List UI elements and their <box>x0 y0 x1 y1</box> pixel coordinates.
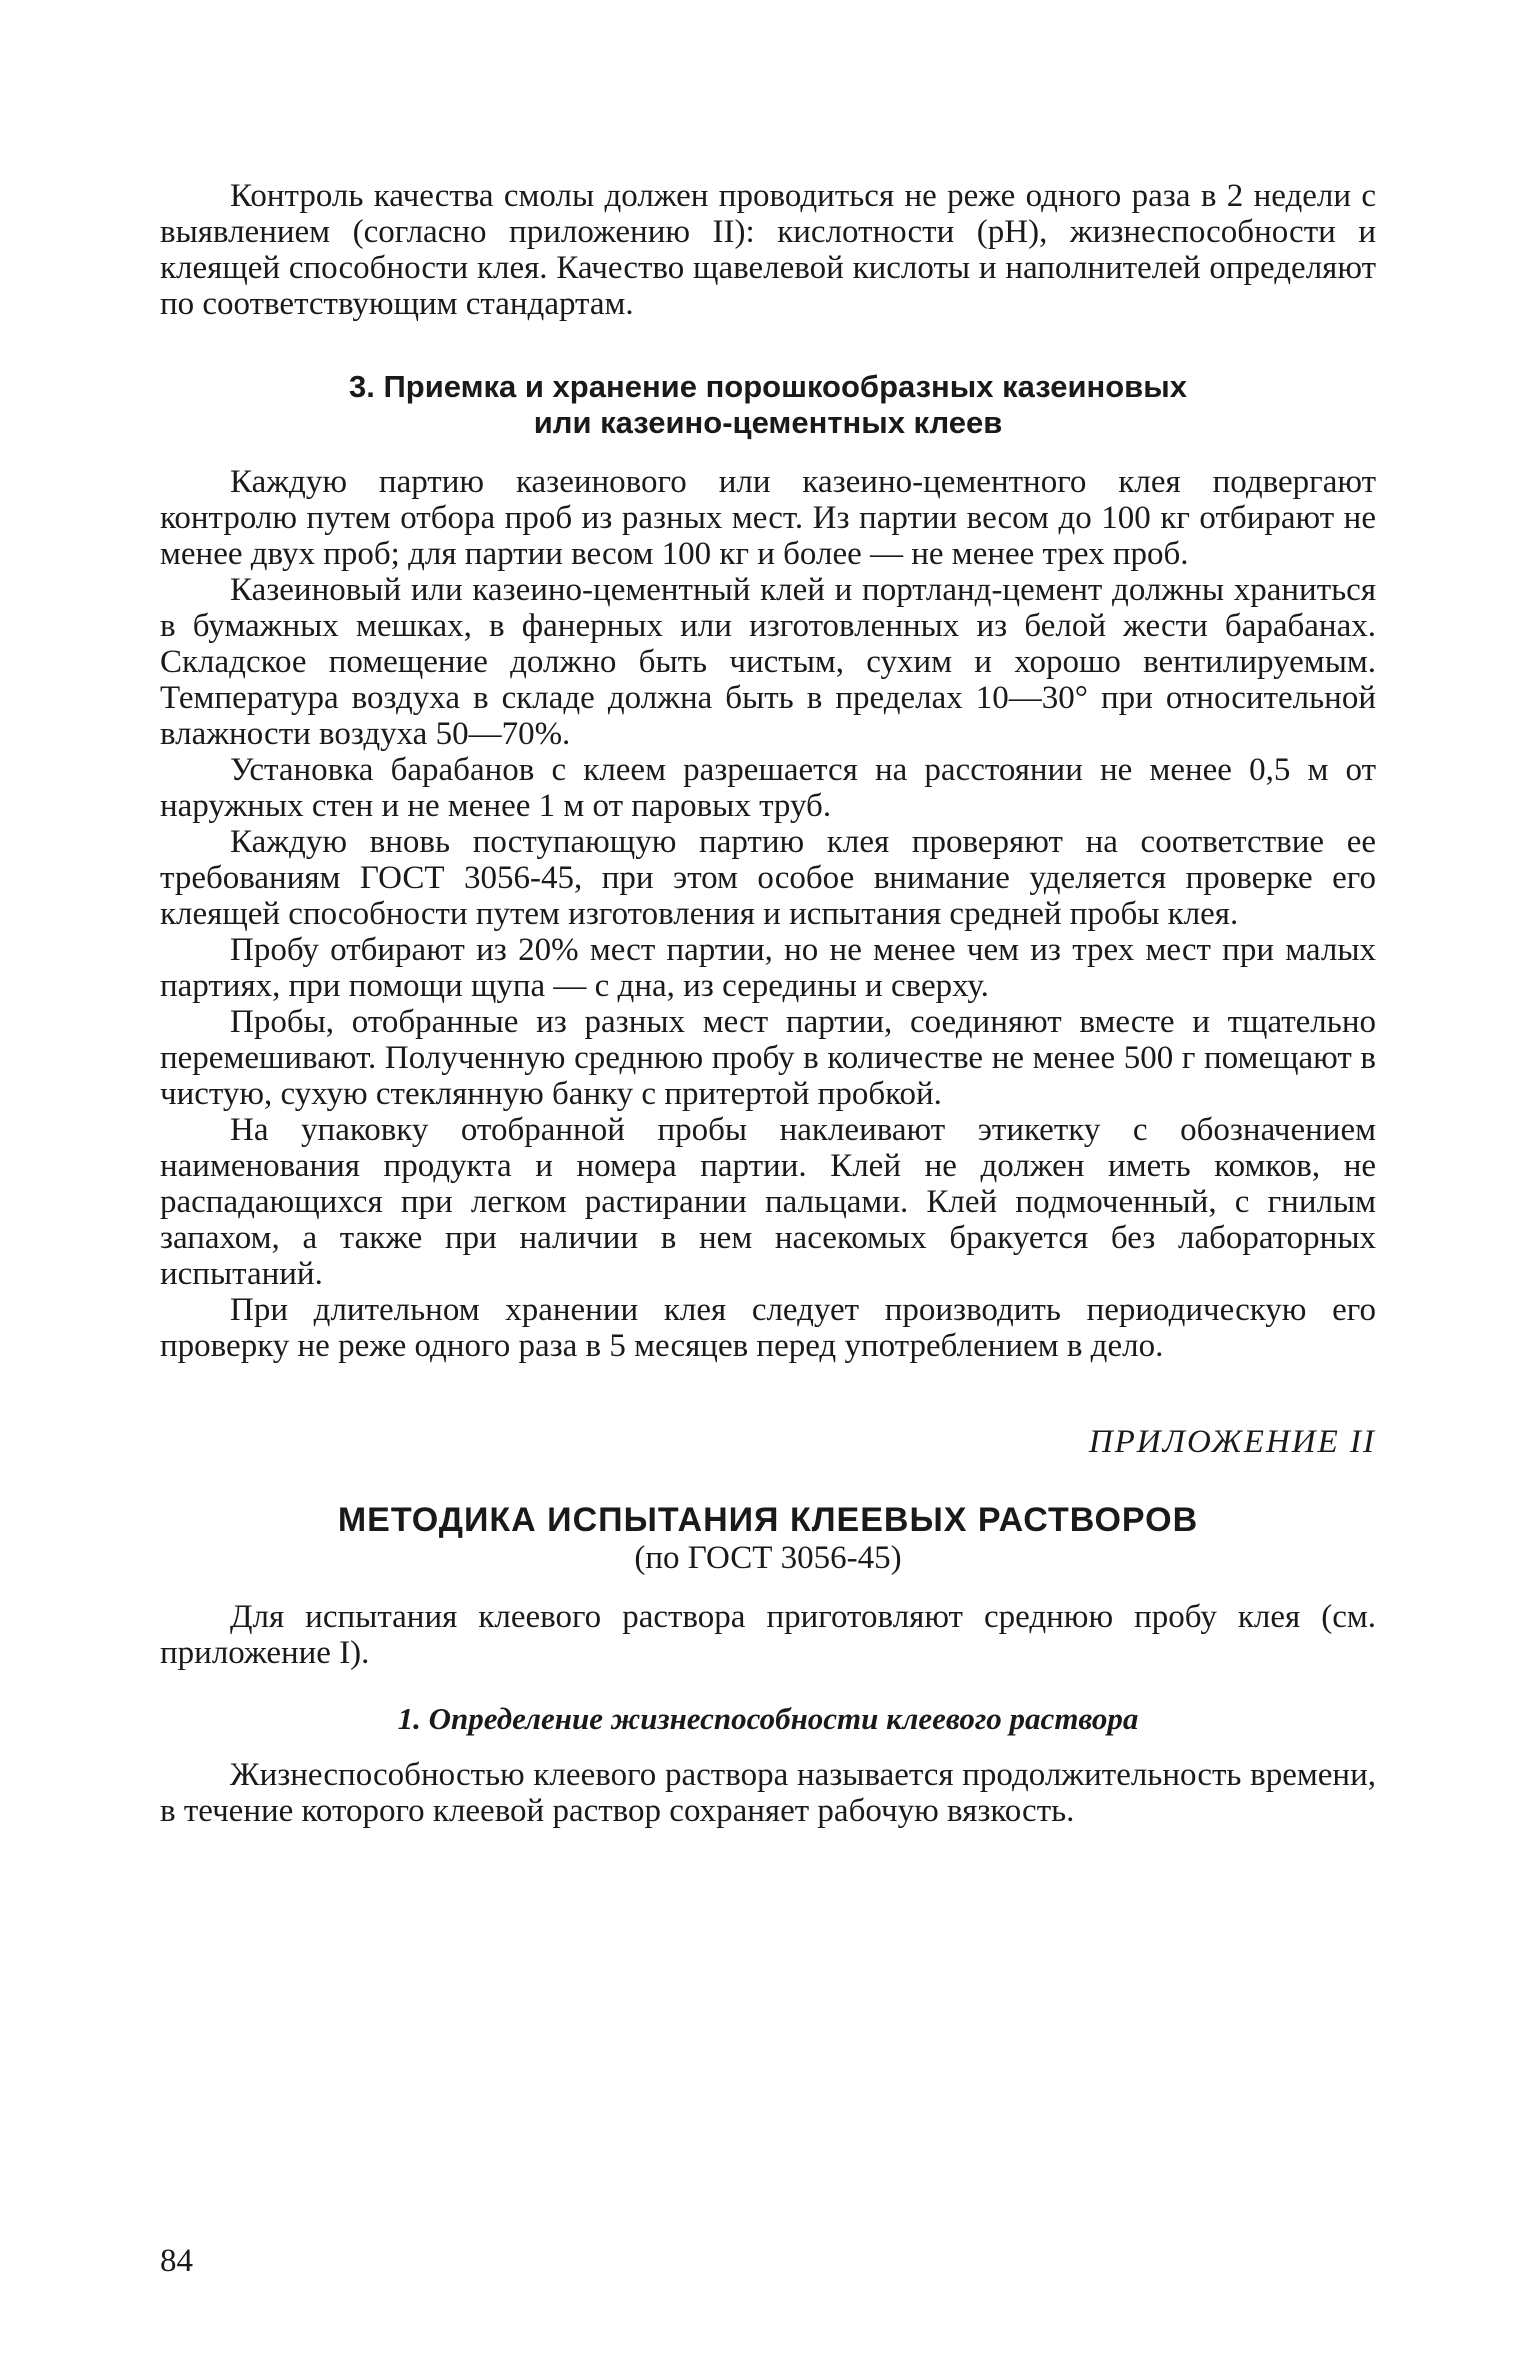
paragraph-appendix-intro: Для испытания клеевого раствора приготовляют среднюю пробу клея (см. приложение I). <box>160 1599 1376 1671</box>
appendix-2 <box>160 1424 1376 1829</box>
section-3-heading-line-1: 3. Приемка и хранение порошкообразных казеиновых <box>349 369 1187 404</box>
paragraph-sample-selection: Пробу отбирают из 20% мест партии, но не менее чем из трех мест при малых партиях, при помощи щупа — с дна, из середины и сверху. <box>160 932 1376 1004</box>
paragraph-sampling: Каждую партию казеинового или казеино-цементного клея подвергают контролю путем отбора проб из разных мест. Из партии весом до 100 кг отбирают не менее двух проб; для партии весом 100 кг и более — не менее трех проб. <box>160 464 1376 572</box>
paragraph-sample-mixing: Пробы, отобранные из разных мест партии, соединяют вместе и тщательно перемешивают. Полученную среднюю пробу в количестве не менее 500 г помещают в чистую, сухую стеклянную банку с притертой пробкой. <box>160 1004 1376 1112</box>
paragraph-viability-definition: Жизнеспособностью клеевого раствора называется продолжительность времени, в течение которого клеевой раствор сохраняет рабочую вязкость. <box>160 1757 1376 1829</box>
paragraph-resin-quality-control: Контроль качества смолы должен проводиться не реже одного раза в 2 недели с выявлением (согласно приложению II): кислотности (pH), жизнеспособности и клеящей способности клея. Качество щавелевой кислоты и наполнителей определяют по соответствующим стандартам. <box>160 178 1376 322</box>
appendix-subtitle: (по ГОСТ 3056-45) <box>634 1540 902 1576</box>
paragraph-long-storage: При длительном хранении клея следует производить периодическую его проверку не реже одного раза в 5 месяцев перед употреблением в дело. <box>160 1292 1376 1364</box>
paragraph-storage: Казеиновый или казеино-цементный клей и портланд-цемент должны храниться в бумажных мешках, в фанерных или изготовленных из белой жести барабанах. Складское помещение должно быть чистым, сухим и хорошо вентилируемым. Температура воздуха в складе должна быть в пределах 10—30° при относительной влажности воздуха 50—70%. <box>160 572 1376 752</box>
paragraph-gost-check: Каждую вновь поступающую партию клея проверяют на соответствие ее требованиям ГОСТ 3056-45, при этом особое внимание уделяется проверке его клеящей способности путем изготовления и испытания средней пробы клея. <box>160 824 1376 932</box>
appendix-title: МЕТОДИКА ИСПЫТАНИЯ КЛЕЕВЫХ РАСТВОРОВ <box>337 1501 1199 1539</box>
appendix-label: ПРИЛОЖЕНИЕ II <box>1088 1424 1376 1460</box>
page-number: 84 <box>160 2243 193 2279</box>
paragraph-labeling: На упаковку отобранной пробы наклеивают этикетку с обозначением наименования продукта и номера партии. Клей не должен иметь комков, не распадающихся при легком растирании пальцами. Клей подмоченный, с гнилым запахом, а также при наличии в нем насекомых бракуется без лабораторных испытаний. <box>160 1112 1376 1292</box>
subsection-1-heading: 1. Определение жизнеспособности клеевого раствора <box>397 1701 1139 1736</box>
section-3-body <box>160 464 1376 1364</box>
section-3-heading-line-2: или казеино-цементных клеев <box>533 405 1003 440</box>
section-3 <box>160 369 1376 1364</box>
paragraph-drum-placement: Установка барабанов с клеем разрешается на расстоянии не менее 0,5 м от наружных стен и не менее 1 м от паровых труб. <box>160 752 1376 824</box>
